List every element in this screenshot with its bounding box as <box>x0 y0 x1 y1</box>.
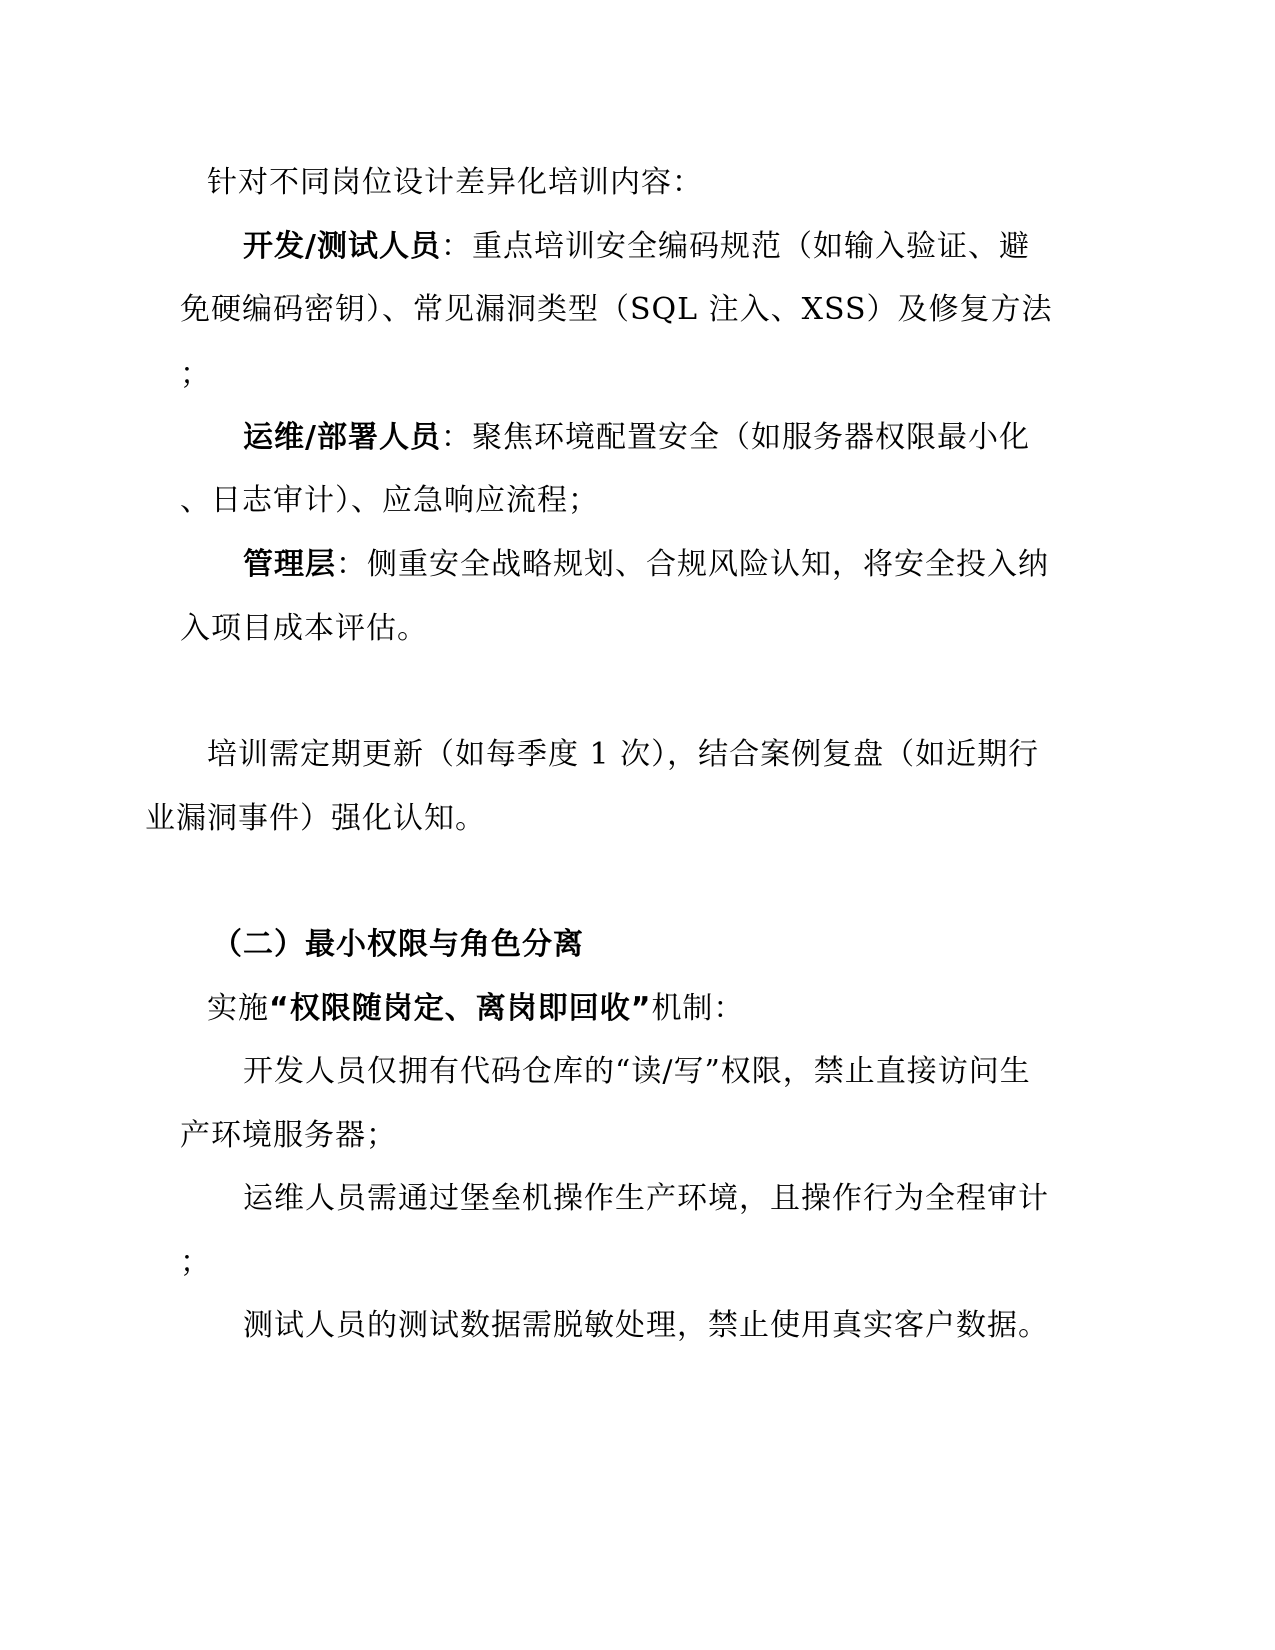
intro-post: 机制： <box>651 991 745 1026</box>
update-paragraph-line-1: 培训需定期更新（如每季度 1 次），结合案例复盘（如近期行 <box>207 737 1040 772</box>
dev-test-label: 开发/测试人员 <box>243 229 441 264</box>
item-1-line-2: 产环境服务器； <box>180 1118 397 1153</box>
ops-paragraph-line-2: 、日志审计）、应急响应流程； <box>180 483 599 518</box>
section-two-intro <box>207 989 744 1029</box>
mgmt-colon: ： <box>336 547 367 582</box>
dev-test-text-1: 重点培训安全编码规范（如输入验证、避 <box>471 229 1030 264</box>
dev-test-paragraph-line-1 <box>243 227 1030 267</box>
mgmt-paragraph-line-2: 入项目成本评估。 <box>180 611 428 646</box>
intro-pre: 实施 <box>207 991 269 1026</box>
mgmt-paragraph-line-1 <box>243 545 1049 585</box>
dev-test-colon: ： <box>440 229 472 264</box>
ops-colon: ： <box>440 420 472 455</box>
intro-bold: “权限随岗定、离岗即回收” <box>269 991 652 1026</box>
dev-test-paragraph-line-3: ； <box>180 357 211 392</box>
mgmt-text-1: 侧重安全战略规划、合规风险认知，将安全投入纳 <box>367 547 1049 582</box>
training-intro: 针对不同岗位设计差异化培训内容： <box>207 165 703 200</box>
ops-text-1: 聚焦环境配置安全（如服务器权限最小化 <box>471 420 1030 455</box>
ops-paragraph-line-1 <box>243 418 1030 458</box>
item-1-line-1: 开发人员仅拥有代码仓库的“读/写”权限，禁止直接访问生 <box>243 1054 1031 1089</box>
item-2-line-2: ； <box>180 1245 211 1280</box>
item-2-line-1: 运维人员需通过堡垒机操作生产环境，且操作行为全程审计 <box>243 1181 1049 1216</box>
item-3-line-1: 测试人员的测试数据需脱敏处理，禁止使用真实客户数据。 <box>243 1308 1049 1343</box>
mgmt-label: 管理层 <box>243 547 336 582</box>
ops-label: 运维/部署人员 <box>243 420 441 455</box>
update-paragraph-line-2: 业漏洞事件）强化认知。 <box>145 801 486 836</box>
section-two-heading: （二）最小权限与角色分离 <box>212 927 584 962</box>
dev-test-paragraph-line-2: 免硬编码密钥）、常见漏洞类型（SQL 注入、XSS）及修复方法 <box>180 292 1053 327</box>
